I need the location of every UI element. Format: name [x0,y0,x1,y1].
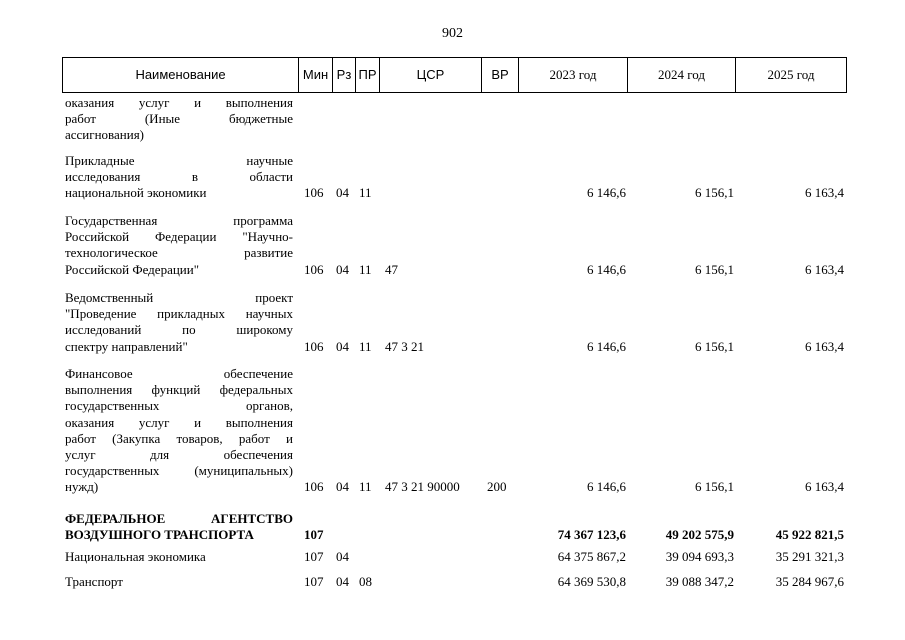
row-value-2024: 39 088 347,2 [665,574,734,589]
row-name-line: Государственная программа [65,213,293,228]
row-vr: 200 [487,479,507,495]
row-value-2024: 6 156,1 [695,261,734,277]
row-name-line: национальной экономики [65,185,207,201]
page-number: 902 [442,26,463,41]
row-name-line: нужд) [65,479,99,495]
row-name-line: исследования в области [65,169,293,185]
row-value-2025: 6 163,4 [805,479,844,495]
row-name-line: спектру направлений" [65,338,188,354]
row-name-line: услуг для обеспечения [65,447,293,463]
row-name-line: оказания услуг и выполнения [65,95,293,110]
row-value-2025: 35 284 967,6 [775,574,844,589]
row-name [65,549,293,565]
row-name [65,95,293,144]
row-name-line: Финансовое обеспечение [65,366,293,381]
row-name-line: оказания услуг и выполнения [65,414,293,430]
header-2024: 2024 год [628,58,736,92]
table-header [62,57,847,93]
row-name [65,290,293,355]
row-min: 106 [304,338,324,354]
row-name-line: государственных (муниципальных) [65,463,293,479]
row-value-2025: 6 163,4 [805,261,844,277]
row-value-2025: 45 922 821,5 [775,527,844,543]
row-value-2024: 49 202 575,9 [665,527,734,543]
row-name-line: Российской Федерации "Научно- [65,229,293,245]
row-name-line: Ведомственный проект [65,290,293,305]
table-row [0,290,905,355]
header-name: Наименование [63,58,299,92]
row-rz: 04 [336,574,349,589]
row-value-2023: 6 146,6 [587,261,626,277]
row-value-2024: 6 156,1 [695,338,734,354]
row-pr: 11 [359,479,372,495]
row-name-line: работ (Иные бюджетные [65,111,293,127]
header-csr: ЦСР [380,58,482,92]
row-name-line: работ (Закупка товаров, работ и [65,430,293,446]
header-2023: 2023 год [519,58,628,92]
row-min: 106 [304,479,324,495]
row-value-2023: 64 375 867,2 [557,549,626,564]
row-rz: 04 [336,185,349,201]
header-pr: ПР [356,58,380,92]
row-rz: 04 [336,261,349,277]
row-name-line: Прикладные научные [65,153,293,168]
table-row [0,574,905,590]
row-min: 107 [304,527,324,543]
row-name-line: государственных органов, [65,398,293,414]
row-value-2025: 6 163,4 [805,338,844,354]
row-min: 106 [304,261,324,277]
row-name-line: Национальная экономика [65,549,206,564]
row-pr: 11 [359,261,372,277]
row-value-2024: 39 094 693,3 [665,549,734,564]
row-name [65,511,293,543]
row-min: 107 [304,549,324,564]
row-name-line: выполнения функций федеральных [65,382,293,398]
row-rz: 04 [336,479,349,495]
header-2025: 2025 год [767,67,815,82]
row-value-2025: 6 163,4 [805,185,844,201]
row-csr: 47 [385,261,398,277]
row-value-2024: 6 156,1 [695,479,734,495]
row-name-line: ВОЗДУШНОГО ТРАНСПОРТА [65,527,254,543]
row-value-2025: 35 291 321,3 [775,549,844,564]
row-name-line: технологическое развитие [65,245,293,261]
row-value-2024: 6 156,1 [695,185,734,201]
row-csr: 47 3 21 90000 [385,479,460,495]
row-name-line: ФЕДЕРАЛЬНОЕ АГЕНТСТВО [65,511,293,526]
row-name-line: "Проведение прикладных научных [65,306,293,322]
row-pr: 08 [359,574,372,589]
header-min: Мин [299,58,333,92]
row-min: 106 [304,185,324,201]
row-rz: 04 [336,549,349,564]
row-name-line: исследований по широкому [65,322,293,338]
table-row [0,511,905,543]
row-name [65,153,293,202]
row-min: 107 [304,574,324,589]
table-row [0,549,905,565]
row-name [65,213,293,278]
row-rz: 04 [336,338,349,354]
row-pr: 11 [359,338,372,354]
row-name-line: Транспорт [65,574,123,589]
header-rz: Рз [333,58,356,92]
row-value-2023: 6 146,6 [587,479,626,495]
row-pr: 11 [359,185,372,201]
table-row [0,95,905,144]
table-row [0,366,905,496]
header-vr: ВР [482,58,519,92]
row-value-2023: 6 146,6 [587,338,626,354]
table-row [0,153,905,202]
row-name-line: Российской Федерации" [65,261,200,277]
row-name [65,366,293,496]
row-value-2023: 6 146,6 [587,185,626,201]
row-value-2023: 74 367 123,6 [557,527,626,543]
row-name [65,574,293,590]
row-csr: 47 3 21 [385,338,424,354]
row-value-2023: 64 369 530,8 [557,574,626,589]
row-name-line: ассигнования) [65,127,145,143]
table-row [0,213,905,278]
